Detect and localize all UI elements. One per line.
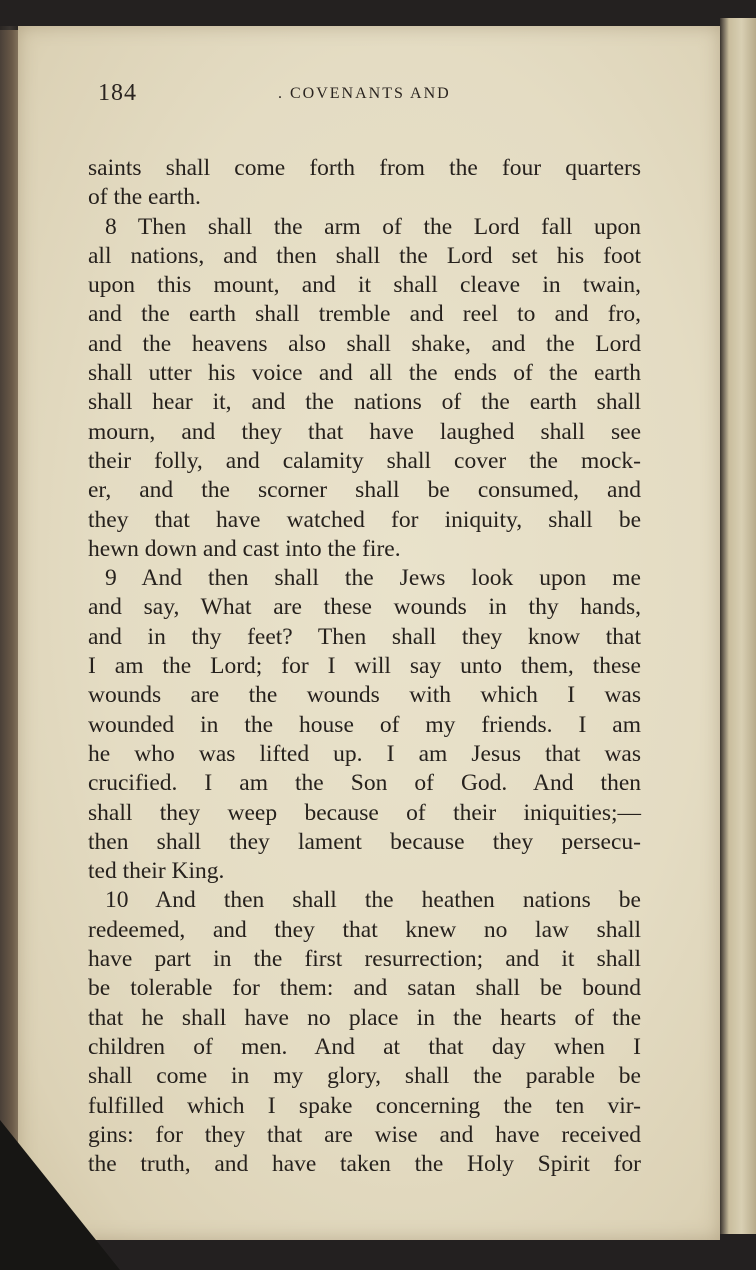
text-line: upon this mount, and it shall cleave in twain, <box>88 272 641 299</box>
page-corner-shadow <box>0 1120 120 1270</box>
text-line: ted their King. <box>88 858 225 885</box>
text-line: crucified. I am the Son of God. And then <box>88 770 641 797</box>
text-line: that he shall have no place in the hearts of the <box>88 1004 641 1031</box>
text-line: and the earth shall tremble and reel to and fro, <box>88 301 641 328</box>
page-number: 184 <box>98 80 137 106</box>
text-line: have part in the first resurrection; and it shall <box>88 946 641 973</box>
scan-top-border <box>0 0 756 26</box>
text-line: and the heavens also shall shake, and the Lord <box>88 330 641 357</box>
text-line: I am the Lord; for I will say unto them, these <box>88 653 641 680</box>
text-line: all nations, and then shall the Lord set his foot <box>88 242 641 269</box>
text-line: hewn down and cast into the fire. <box>88 535 401 562</box>
next-page-edge <box>720 18 756 1238</box>
text-line: mourn, and they that have laughed shall see <box>88 418 641 445</box>
text-line: their folly, and calamity shall cover the mock- <box>88 447 641 474</box>
book-binding-edge <box>0 30 20 1240</box>
text-line: 8 Then shall the arm of the Lord fall upon <box>105 213 641 240</box>
text-line: 9 And then shall the Jews look upon me <box>105 565 641 592</box>
text-line: be tolerable for them: and satan shall be bound <box>88 975 641 1002</box>
text-line: redeemed, and they that knew no law shall <box>88 916 641 943</box>
text-line: fulfilled which I spake concerning the ten vir- <box>88 1092 641 1119</box>
text-line: shall utter his voice and all the ends of the earth <box>88 360 641 387</box>
text-line: and say, What are these wounds in thy hands, <box>88 594 641 621</box>
text-line: wounds are the wounds with which I was <box>88 682 641 709</box>
text-line: the truth, and have taken the Holy Spirit for <box>88 1151 641 1178</box>
text-line: they that have watched for iniquity, shall be <box>88 506 641 533</box>
text-line: saints shall come forth from the four quarters <box>88 155 641 181</box>
text-line: shall hear it, and the nations of the earth shall <box>88 389 641 416</box>
page-body-text <box>88 154 641 1179</box>
text-line: and in thy feet? Then shall they know that <box>88 623 641 650</box>
running-head: . COVENANTS AND <box>278 85 451 103</box>
text-line: he who was lifted up. I am Jesus that was <box>88 740 641 767</box>
text-line: of the earth. <box>88 184 201 211</box>
text-line: wounded in the house of my friends. I am <box>88 711 641 738</box>
text-line: shall they weep because of their iniquities;— <box>88 799 641 826</box>
text-line: then shall they lament because they persecu- <box>88 828 641 855</box>
page-header <box>98 80 658 120</box>
text-line: shall come in my glory, shall the parable be <box>88 1063 641 1090</box>
text-line: gins: for they that are wise and have received <box>88 1121 641 1148</box>
text-line: 10 And then shall the heathen nations be <box>105 887 641 914</box>
text-line: children of men. And at that day when I <box>88 1033 641 1060</box>
text-line: er, and the scorner shall be consumed, and <box>88 477 641 504</box>
